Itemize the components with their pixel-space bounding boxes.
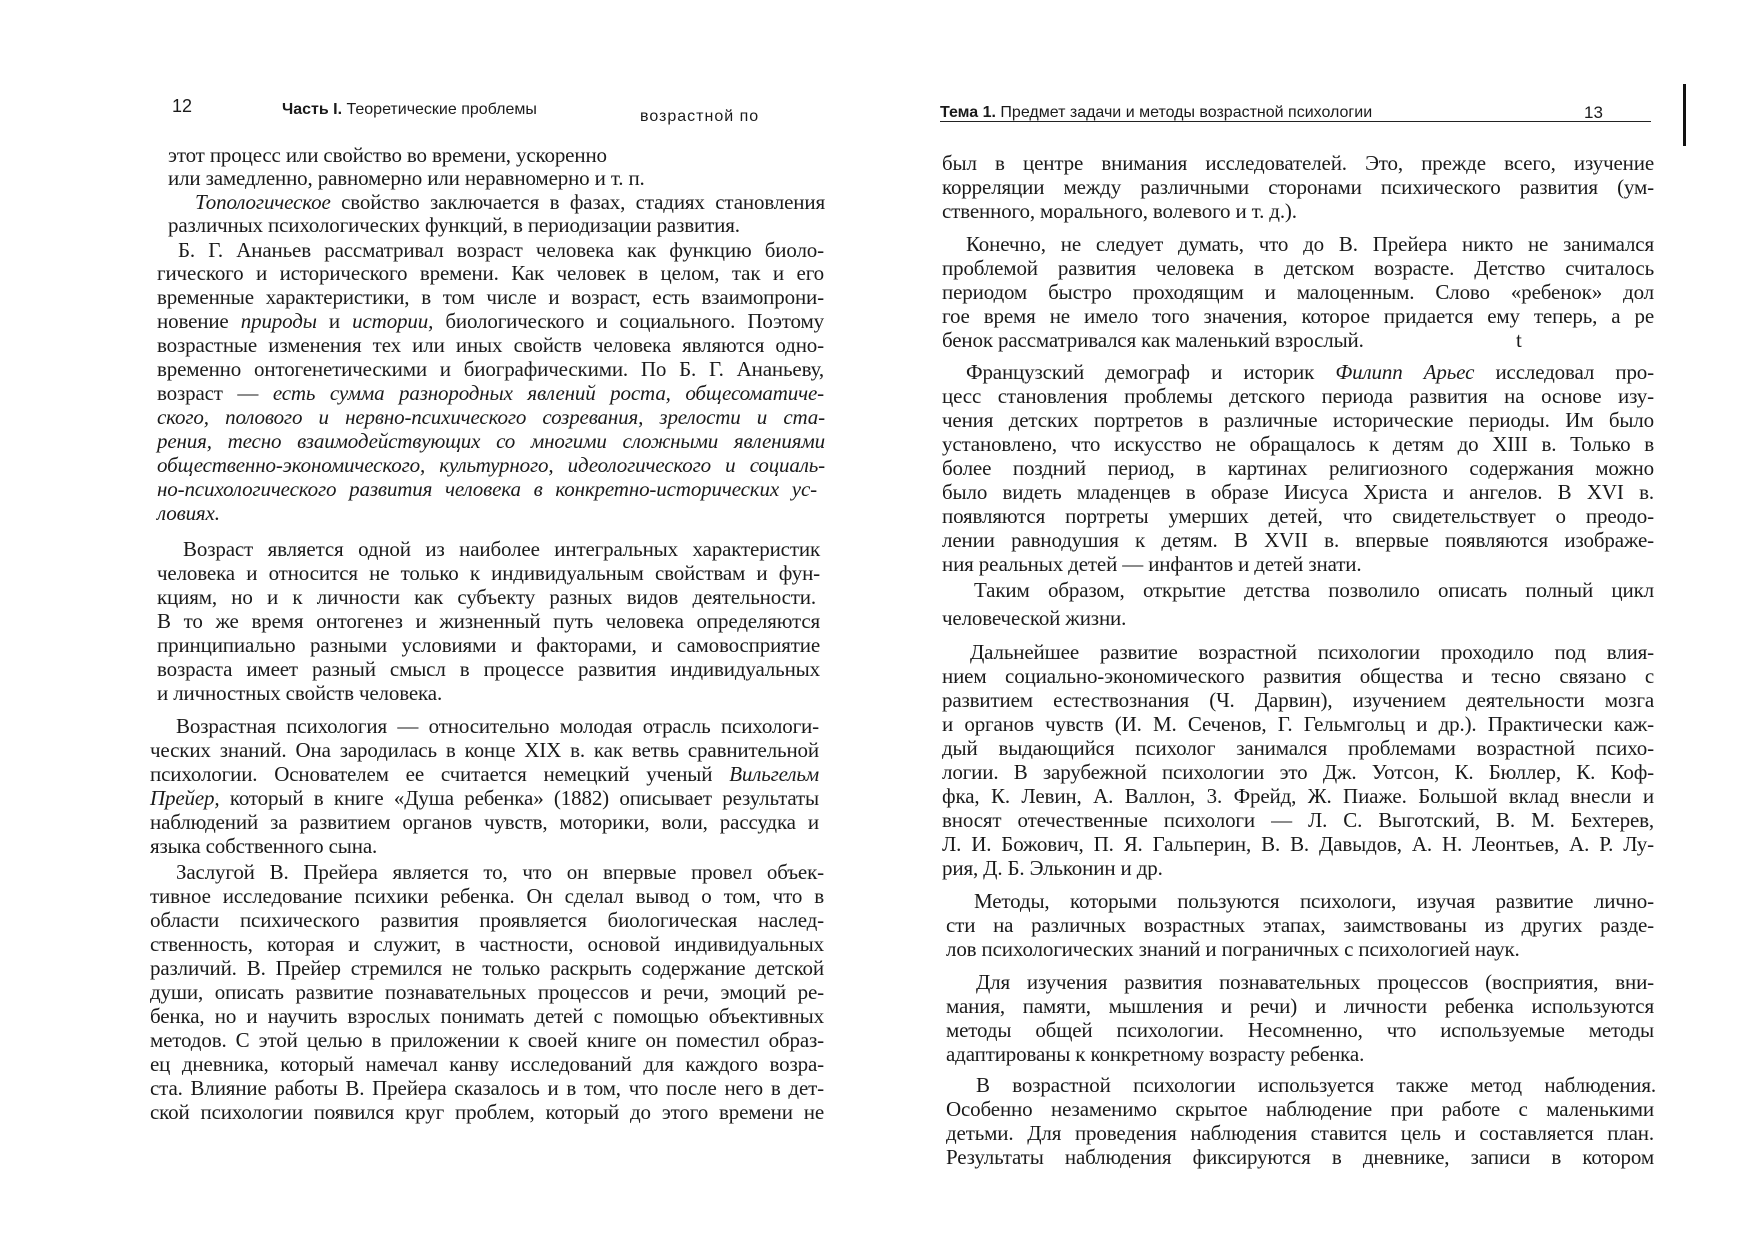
header-topic-title: Предмет задачи и методы возрастной психологии [995, 104, 1373, 121]
text-line: ственного, морального, волевого и т. д.). [942, 199, 1297, 223]
text-line: различных психологических функций, в периодизации развития. [168, 213, 740, 237]
text-line: человеческой жизни. [942, 606, 1127, 630]
text-line [150, 762, 819, 787]
text-line: логии. В зарубежной психологии это Дж. Уотсон, К. Бюллер, К. Коф- [942, 760, 1654, 784]
header-part-label: Часть I. [282, 101, 343, 118]
text-line: гического и исторического времени. Как человек в целом, так и его [157, 261, 824, 285]
text-line: и личностных свойств человека. [157, 681, 443, 705]
text-line: области психического развития проявляется биологическая наслед- [150, 908, 824, 932]
text-line: человека и относится не только к индивидуальным свойствам и фун- [157, 561, 820, 585]
text-line: Конечно, не следует думать, что до В. Прейера никто не занимался [966, 232, 1654, 256]
text-line: В возрастной психологии используется также метод наблюдения. [976, 1073, 1656, 1097]
text-segment: который в книге «Душа ребенка» (1882) описывает результаты [219, 786, 819, 810]
text-line: дый выдающийся психолог занимался проблемами возрастной психо- [942, 736, 1654, 760]
text-line [195, 190, 825, 215]
text-line: гое время не имело того значения, которое придается ему теперь, а ре [942, 304, 1654, 328]
text-line: ственность, которая и служит, в частности, основой индивидуальных [150, 932, 824, 956]
text-line: был в центре внимания исследователей. Это, прежде всего, изучение [942, 151, 1654, 175]
text-line: бенка, но и научить взрослых понимать детей с помощью объективных [150, 1004, 824, 1028]
text-line: появляются портреты умерших детей, что свидетельствует о преодо- [942, 504, 1654, 528]
text-line: возрастные изменения тех или иных свойств человека являются одно- [157, 333, 824, 357]
running-header [282, 100, 537, 120]
text-line: Результаты наблюдения фиксируются в дневнике, записи в котором [946, 1145, 1654, 1169]
text-line: ста. Влияние работы В. Прейера сказалось и в том, что после него в дет- [150, 1076, 824, 1100]
text-line: и органов чувств (И. М. Сеченов, Г. Гельмгольц и др.). Практически каж- [942, 712, 1654, 736]
text-line: нием социально-экономического развития общества и тесно связано с [942, 664, 1654, 688]
text-line: этот процесс или свойство во времени, ускоренно [168, 143, 607, 167]
text-line: временно онтогенетическими и биографическими. По Б. Г. Ананьеву, [157, 357, 824, 381]
text-line: адаптированы к конкретному возрасту ребенка. [946, 1042, 1365, 1066]
text-line [966, 360, 1654, 385]
text-line: чения детских портретов в различные исторические периоды. Им было [942, 408, 1654, 432]
text-segment: психологии. Основателем ее считается немецкий ученый [150, 762, 730, 786]
text-line [157, 381, 824, 406]
text-line: развитием естествознания (Ч. Дарвин), изучением деятельности мозга [942, 688, 1654, 712]
header-rule [940, 121, 1651, 122]
text-segment: Филипп Арьес [1335, 360, 1475, 384]
text-line: методы общей психологии. Несомненно, что используемые методы [946, 1018, 1654, 1042]
text-line: периодом быстро проходящим и малоценным. Слово «ребенок» дол [942, 280, 1654, 304]
text-line: Для изучения развития познавательных процессов (восприятия, вни- [976, 970, 1654, 994]
text-line: принципиально разными условиями и факторами, и самовосприятие [157, 633, 820, 657]
text-segment: биологического и социального. Поэтому [433, 309, 824, 333]
text-segment: Французский демограф и историк [966, 360, 1336, 384]
header-topic-label: Тема 1. [940, 104, 996, 121]
text-line [150, 786, 819, 811]
left-page [0, 0, 876, 1241]
text-line: цесс становления проблемы детского периода развития на основе изу- [942, 384, 1654, 408]
running-header [940, 103, 1372, 123]
text-line: фка, К. Левин, А. Валлон, 3. Фрейд, Ж. Пиаже. Большой вклад внесли и [942, 784, 1654, 808]
text-line: Л. И. Божович, П. Я. Гальперин, В. В. Давыдов, А. Н. Леонтьев, А. Р. Лу- [942, 832, 1654, 856]
text-line: ец дневника, который намечал канву исследований для каждого возра- [150, 1052, 824, 1076]
text-segment: есть сумма разнородных явлений роста, общесоматиче- [272, 381, 824, 405]
text-segment: истории, [352, 309, 434, 333]
text-line: кциям, но и к личности как субъекту разных видов деятельности. [157, 585, 816, 609]
text-line: Б. Г. Ананьев рассматривал возраст человека как функцию биоло- [178, 238, 824, 262]
text-line: различий. В. Прейер стремился не только раскрыть содержание детской [150, 956, 824, 980]
text-line: общественно-экономического, культурного, идеологического и социаль- [157, 453, 825, 477]
text-line: было видеть младенцев в образе Иисуса Христа и ангелов. В XVI в. [942, 480, 1654, 504]
text-line: души, описать развитие познавательных процессов и речи, эмоций ре- [150, 980, 824, 1004]
text-segment: новение [157, 309, 241, 333]
running-header-continuation: возрастной по [640, 108, 760, 125]
text-line: бенок рассматривался как маленький взрослый. [942, 328, 1364, 352]
text-line: рия, Д. Б. Эльконин и др. [942, 856, 1163, 880]
text-line: ского, полового и нервно-психического созревания, зрелости и ста- [157, 405, 825, 429]
text-line: проблемой развития человека в детском возрасте. Детство считалось [942, 256, 1654, 280]
text-segment: Топологическое [195, 190, 331, 214]
text-line: вносят отечественные психологи — Л. С. Выготский, В. М. Бехтерев, [942, 808, 1654, 832]
text-segment: и [316, 309, 353, 333]
text-line: тивное исследование психики ребенка. Он сделал вывод о том, что в [150, 884, 824, 908]
text-segment: природы [240, 309, 317, 333]
text-line: установлено, что искусство не обращалось к детям до XIII в. Только в [942, 432, 1654, 456]
text-line: Возраст является одной из наиболее интегральных характеристик [183, 537, 820, 561]
text-segment: исследовал про- [1474, 360, 1654, 384]
text-line: лении равнодушия к детям. В XVII в. впервые появляются изображе- [942, 528, 1654, 552]
text-line: но-психологического развития человека в конкретно-исторических ус- [157, 477, 817, 501]
text-line [157, 309, 824, 334]
text-line: Таким образом, открытие детства позволило описать полный цикл [974, 578, 1654, 602]
text-segment: Прейер, [150, 786, 220, 810]
text-line: ческих знаний. Она зародилась в конце XIX в. как ветвь сравнительной [150, 738, 819, 762]
page-number: 13 [1584, 103, 1603, 122]
text-line: более поздний период, в картинах религиозного содержания можно [942, 456, 1654, 480]
text-line: Особенно незаменимо скрытое наблюдение при работе с маленькими [946, 1097, 1654, 1121]
page-edge-mark [1683, 84, 1686, 146]
text-line: или замедленно, равномерно или неравномерно и т. п. [168, 166, 645, 190]
text-line: детьми. Для проведения наблюдения ставится цель и составляется план. [946, 1121, 1654, 1145]
text-line: Возрастная психология — относительно молодая отрасль психологи- [176, 714, 819, 738]
text-line: Дальнейшее развитие возрастной психологии проходило под влия- [970, 640, 1654, 664]
text-line: ния реальных детей — инфантов и детей знати. [942, 552, 1362, 576]
right-page [876, 0, 1753, 1241]
header-part-title: Теоретические проблемы [342, 101, 537, 118]
text-line: t [1516, 328, 1522, 352]
text-line: методов. С этой целью в приложении к своей книге он поместил образ- [150, 1028, 824, 1052]
text-line: В то же время онтогенез и жизненный путь человека определяются [157, 609, 820, 633]
text-line: наблюдений за развитием органов чувств, моторики, воли, рассудка и [150, 810, 819, 834]
text-line: корреляции между различными сторонами психического развития (ум- [942, 175, 1654, 199]
page-number: 12 [172, 96, 193, 116]
text-line: возраста имеет разный смысл в процессе развития индивидуальных [157, 657, 820, 681]
text-line: ловиях. [157, 501, 220, 525]
text-segment: Вильгельм [729, 762, 819, 786]
text-line: временные характеристики, в том числе и возраст, есть взаимопрони- [157, 285, 824, 309]
text-line: лов психологических знаний и пограничных с психологией наук. [946, 937, 1520, 961]
text-line: Заслугой В. Прейера является то, что он впервые провел объек- [176, 860, 824, 884]
text-line: ской психологии появился круг проблем, который до этого времени не [150, 1100, 824, 1124]
text-line: сти на различных возрастных этапах, заимствованы из других разде- [946, 913, 1654, 937]
text-segment: возраст — [157, 381, 273, 405]
text-line: языка собственного сына. [150, 834, 378, 858]
text-line: рения, тесно взаимодействующих со многими сложными явлениями [157, 429, 825, 453]
text-line: Методы, которыми пользуются психологи, изучая развитие лично- [974, 889, 1654, 913]
text-segment: свойство заключается в фазах, стадиях становления [330, 190, 825, 214]
text-line: мания, памяти, мышления и речи) и личности ребенка используются [946, 994, 1654, 1018]
